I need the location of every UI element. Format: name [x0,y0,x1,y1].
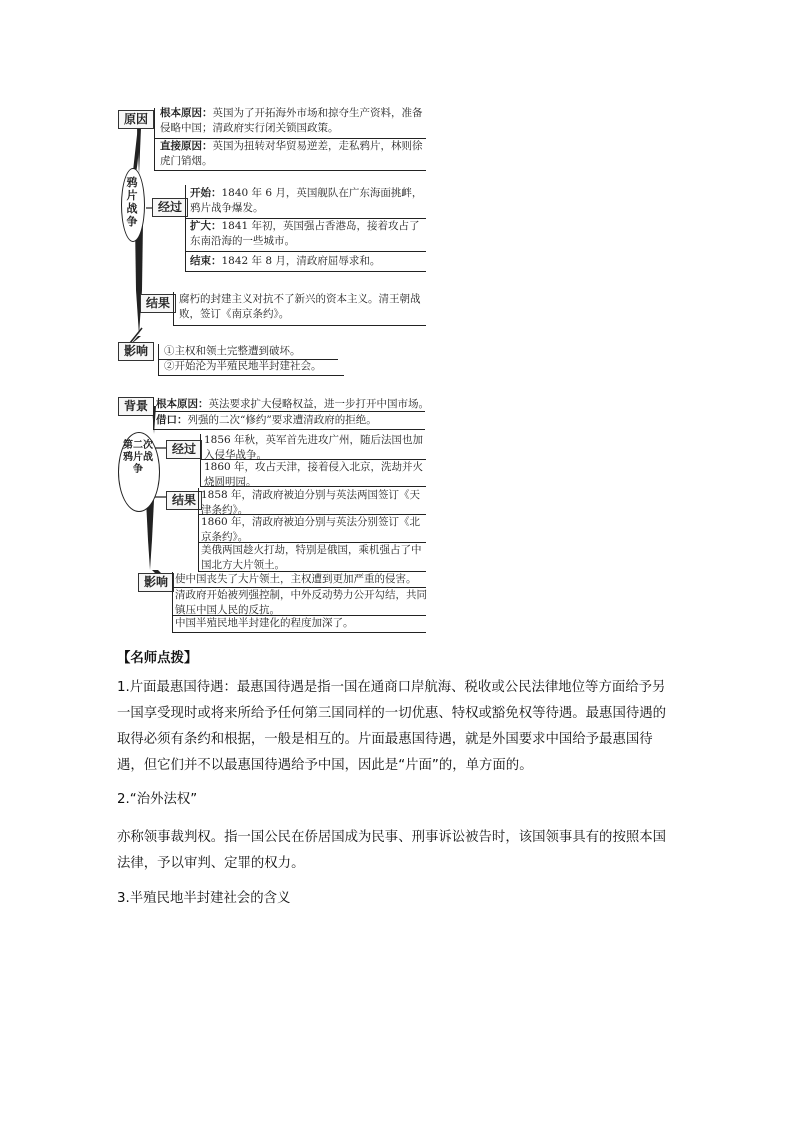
result-text: 腐朽的封建主义对抗不了新兴的资本主义。清王朝战败，签订《南京条约》。 [179,293,421,320]
impact-bracket [158,344,159,376]
note-title-2: 2.“治外法权” [117,792,198,807]
label-cause: 原因 [118,110,154,129]
rule [173,325,426,326]
diagram2-center-label: 第二次鸦片战争 [123,440,153,475]
result2-bracket [198,488,199,572]
result2-item-3: 美俄两国趁火打劫，特别是俄国，乘机强占了中国北方大片领土。 [201,544,422,571]
rule [185,271,426,272]
rule [153,429,425,430]
label-result-2: 结果 [166,491,202,510]
rule [158,375,344,376]
process2-bracket [200,434,201,486]
process-expand: 扩大：1841 年初，英国强占香港岛，接着攻占了东南沿海的一些城市。 [190,220,420,247]
impact2-item-2: 清政府开始被列强控制，中外反动势力公开勾结，共同镇压中国人民的反抗。 [175,589,427,616]
rule [185,251,426,252]
impact2-bracket [172,572,173,632]
process2-item-1: 1856 年秋，英军首先进攻广州，随后法国也加入侵华战争。 [204,434,424,461]
impact-item-1: ①主权和领土完整遭到破坏。 [164,345,301,357]
label-result: 结果 [140,294,176,313]
rule [200,486,426,487]
label-background: 背景 [118,397,154,416]
impact-item-2: ②开始沦为半殖民地半封建社会。 [164,360,322,372]
result2-item-2: 1860 年，清政府被迫分别与英法分别签订《北京条约》。 [201,516,421,543]
notes-heading: 【名师点拨】 [117,651,198,666]
impact2-item-3: 中国半殖民地半封建化的程度加深了。 [175,617,354,629]
cause-bracket [154,108,155,170]
process2-item-2: 1860 年，攻占天津，接着侵入北京，洗劫并火烧圆明园。 [204,461,424,488]
note-title-3: 3.半殖民地半封建社会的含义 [117,891,291,906]
cause-direct: 直接原因：英国为扭转对华贸易逆差，走私鸦片，林则徐虎门销烟。 [160,140,423,167]
rule [154,170,426,171]
background-pretext: 借口：列强的二次“修约”要求遭清政府的拒绝。 [156,414,377,426]
label-process: 经过 [152,198,188,217]
result2-item-1: 1858 年，清政府被迫分别与英法两国签订《天津条约》。 [201,489,421,516]
background-bracket [153,398,154,430]
label-impact: 影响 [118,342,154,361]
process-start: 开始：1840 年 6 月，英国舰队在广东海面挑衅，鸦片战争爆发。 [190,187,423,214]
diagram1-center-label: 鸦片战争 [126,176,138,228]
label-impact-2: 影响 [138,573,174,592]
process-end: 结束：1842 年 8 月，清政府屈辱求和。 [190,255,381,267]
background-root: 根本原因：英法要求扩大侵略权益，进一步打开中国市场。 [156,398,429,410]
note-paragraph-2: 亦称领事裁判权。指一国公民在侨居国成为民事、刑事诉讼被告时，该国领事具有的按照本国法律，予以审判、定罪的权力。 [117,830,667,871]
label-process-2: 经过 [166,440,202,459]
cause-root: 根本原因：英国为了开拓海外市场和掠夺生产资料，准备侵略中国；清政府实行闭关锁国政策。 [160,107,423,134]
rule [172,632,426,633]
result-bracket [173,292,174,326]
process-bracket [185,185,186,271]
note-paragraph-1: 1.片面最惠国待遇：最惠国待遇是指一国在通商口岸航海、税收或公民法律地位等方面给予另一国享受现时或将来所给予任何第三国同样的一切优惠、特权或豁免权等待遇。最惠国待遇的取得必须有条约和根据，一般是相互的。片面最惠国待遇，就是外国要求中国给予最惠国待遇，但它们并不以最惠国待遇给予中国，因此是“片面”的，单方面的。 [117,680,667,773]
impact2-item-1: 使中国丧失了大片领土，主权遭到更加严重的侵害。 [175,573,417,585]
rule [153,411,425,412]
